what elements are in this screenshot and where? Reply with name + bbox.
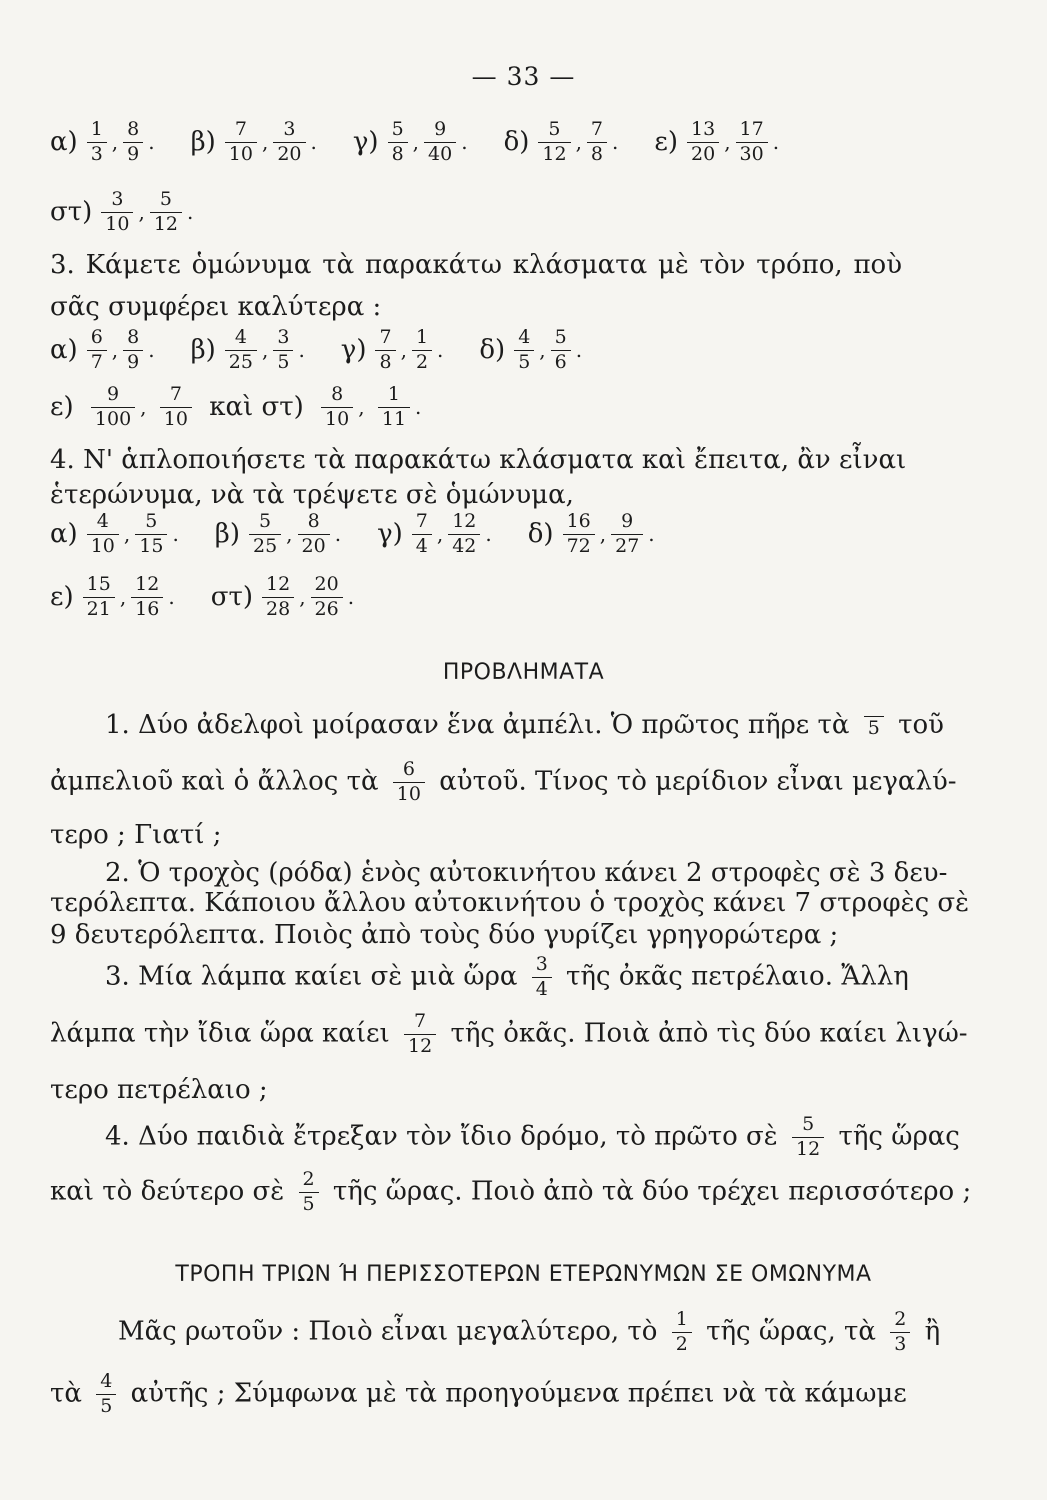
numerator: 12: [452, 510, 477, 532]
fraction: [687, 120, 719, 165]
denominator: 5: [864, 716, 884, 739]
problem-text: 1. Δύο ἀδελφοὶ μοίρασαν ἕνα ἀμπέλι. Ὁ πρῶτος πῆρε τὰ: [105, 710, 850, 740]
separator: .: [334, 522, 342, 547]
problem-text: τῆς ὀκᾶς πετρέλαιο. Ἄλλη: [566, 961, 909, 992]
numerator: 15: [86, 573, 111, 595]
numerator: 5: [391, 118, 404, 140]
separator: ,: [436, 522, 444, 547]
fraction: [298, 512, 330, 557]
denominator: 20: [273, 142, 305, 165]
separator: .: [168, 585, 175, 610]
denominator: 25: [225, 350, 257, 373]
denominator: 9: [123, 350, 143, 373]
denominator: 27: [611, 534, 643, 557]
exercise-item: [50, 575, 177, 620]
separator: ,: [400, 338, 407, 363]
item-label: δ): [479, 335, 506, 366]
item-label: α): [50, 127, 78, 158]
exercise-2-row-1: [50, 120, 987, 165]
exercise-4-line-1: 4. Ν' ἁπλοποιήσετε τὰ παρακάτω κλάσματα καὶ ἔπειτα, ἂν εἶναι: [50, 445, 907, 475]
paragraph-text: Μᾶς ρωτοῦν : Ποιὸ εἶναι μεγαλύτερο, τὸ: [118, 1316, 658, 1347]
item-label: δ): [527, 519, 554, 550]
fraction: [792, 1115, 824, 1160]
numerator: 6: [402, 758, 415, 780]
fraction: [83, 575, 115, 620]
separator: ,: [599, 522, 607, 547]
fraction: [225, 120, 257, 165]
fraction: [890, 1310, 910, 1355]
problem-text: αὐτοῦ. Τίνος τὸ μερίδιον εἶναι μεγαλύ-: [439, 766, 957, 797]
fraction: [404, 1012, 436, 1057]
problem-1-line-3: τερο ; Γιατί ;: [50, 820, 222, 850]
fraction: [532, 955, 552, 1000]
separator: ,: [539, 338, 546, 363]
problem-2-line-2: τερόλεπτα. Κάποιου ἄλλου αὐτοκινήτου ὁ τροχὸς κάνει 7 στροφὲς σὲ: [50, 888, 970, 918]
denominator: 15: [135, 534, 167, 557]
problem-2-line-3: 9 δευτερόλεπτα. Ποιὸς ἀπὸ τοὺς δύο γυρίζει γρηγορώτερα ;: [50, 920, 839, 950]
denominator: 12: [404, 1034, 436, 1057]
fraction: [123, 328, 143, 373]
denominator: 4: [412, 534, 432, 557]
problem-3-line-2: [50, 1010, 968, 1057]
numerator: 4: [518, 326, 531, 348]
item-label: β): [190, 127, 216, 158]
denominator: 25: [249, 534, 281, 557]
section-heading: ΤΡΟΠΗ ΤΡΙΩΝ Ή ΠΕΡΙΣΣΟΤΕΡΩΝ ΕΤΕΡΩΝΥΜΩΝ ΣΕ ΟΜΩΝΥΜΑ: [175, 1262, 872, 1287]
exercise-item: [377, 512, 494, 557]
fraction: [388, 120, 408, 165]
separator: .: [148, 338, 155, 363]
problem-text: λάμπα τὴν ἴδια ὥρα καίει: [50, 1018, 390, 1049]
fraction: [249, 512, 281, 557]
fraction: [375, 328, 395, 373]
numerator: 4: [100, 1370, 113, 1392]
denominator: 10: [101, 212, 133, 235]
exercise-item: [215, 512, 343, 557]
numerator: 7: [415, 510, 428, 532]
fraction: [131, 575, 163, 620]
fraction: [273, 328, 293, 373]
numerator: 3: [535, 953, 548, 975]
denominator: 10: [87, 534, 119, 557]
exercise-3-row-2: ε) $\frac{9}{100}$ , $\frac{7}{10}$ καὶ στ) $\frac{8}{10}$ , $\frac{1}{11}$ .: [50, 383, 422, 430]
exercise-item: [211, 575, 356, 620]
exercise-3-line-1: 3. Κάμετε ὁμώνυμα τὰ παρακάτω κλάσματα μὲ τὸν τρόπο, ποὺ: [50, 250, 902, 280]
denominator: 3: [87, 142, 107, 165]
separator: ,: [286, 522, 293, 547]
numerator: 1: [415, 326, 429, 348]
separator: .: [575, 338, 583, 363]
numerator: 1: [387, 383, 400, 405]
numerator: 12: [135, 573, 160, 595]
numerator: 2: [894, 1308, 907, 1330]
exercise-item: [191, 328, 307, 373]
problem-text: ἀμπελιοῦ καὶ ὁ ἄλλος τὰ: [50, 766, 379, 797]
denominator: 16: [131, 597, 163, 620]
problems-heading: ΠΡΟΒΛΗΜΑΤΑ: [442, 660, 605, 685]
denominator: 10: [393, 782, 425, 805]
problem-text: τῆς ὀκᾶς. Ποιὰ ἀπὸ τὶς δύο καίει λιγώ-: [450, 1018, 968, 1049]
item-label: γ): [340, 335, 367, 366]
fraction: [87, 512, 119, 557]
fraction: [864, 714, 884, 739]
separator: ,: [111, 338, 119, 363]
denominator: 5: [299, 1192, 319, 1215]
exercise-4-line-2: ἑτερώνυμα, νὰ τὰ τρέψετε σὲ ὁμώνυμα,: [50, 480, 574, 510]
separator: ,: [575, 130, 582, 155]
numerator: 8: [331, 383, 344, 405]
numerator: 4: [234, 326, 247, 348]
separator: .: [461, 130, 468, 155]
paragraph-text: αὐτῆς ; Σύμφωνα μὲ τὰ προηγούμενα πρέπει νὰ τὰ κάμωμε: [130, 1378, 907, 1409]
item-label: ε): [654, 127, 678, 158]
separator: .: [612, 130, 619, 155]
exercise-item: [654, 120, 781, 165]
separator: ,: [119, 585, 127, 610]
separator: ,: [724, 130, 731, 155]
separator: .: [298, 338, 305, 363]
denominator: 2: [672, 1332, 692, 1355]
problem-1-line-1: [105, 710, 944, 740]
numerator: 7: [414, 1010, 427, 1032]
item-label: γ): [377, 519, 403, 550]
numerator: 1: [675, 1308, 688, 1330]
numerator: 7: [169, 383, 182, 405]
numerator: 3: [277, 326, 290, 348]
item-label: στ): [210, 582, 253, 613]
separator: ,: [261, 130, 269, 155]
problem-3-line-3: τερο πετρέλαιο ;: [50, 1075, 268, 1105]
separator: .: [310, 130, 317, 155]
numerator: 2: [302, 1168, 315, 1190]
denominator: 20: [298, 534, 330, 557]
fraction: [101, 190, 133, 235]
separator: ,: [299, 585, 306, 610]
numerator: 17: [739, 118, 764, 140]
numerator: 5: [259, 510, 272, 532]
denominator: 6: [551, 350, 571, 373]
fraction: [424, 120, 456, 165]
fraction: [378, 385, 410, 430]
denominator: 2: [412, 350, 432, 373]
denominator: 72: [563, 534, 595, 557]
numerator: 1: [90, 118, 103, 140]
exercise-4-row-2: [50, 575, 987, 620]
denominator: 30: [736, 142, 768, 165]
numerator: 9: [621, 510, 634, 532]
problem-3-line-1: [105, 953, 909, 1000]
fraction: [538, 120, 570, 165]
numerator: 3: [283, 118, 296, 140]
fraction: [448, 512, 480, 557]
denominator: 10: [160, 407, 192, 430]
item-label: α): [50, 519, 78, 550]
problem-1-line-2: [50, 758, 957, 805]
problem-text: 3. Μία λάμπα καίει σὲ μιὰ ὥρα: [105, 961, 518, 992]
separator: ,: [123, 522, 131, 547]
denominator: 8: [375, 350, 395, 373]
denominator: 42: [448, 534, 480, 557]
item-label: ε): [50, 582, 74, 613]
problem-4-line-2: [50, 1168, 972, 1215]
numerator: 3: [111, 188, 124, 210]
fraction: [736, 120, 768, 165]
fraction: [412, 512, 432, 557]
problem-text: τῆς ὥρας. Ποιὸ ἀπὸ τὰ δύο τρέχει περισσότερο ;: [332, 1176, 972, 1207]
exercise-item: [341, 328, 446, 373]
fraction: [551, 328, 571, 373]
numerator: 5: [554, 326, 567, 348]
numerator: 5: [548, 118, 561, 140]
exercise-4-row-1: [50, 512, 987, 557]
numerator: 5: [159, 188, 172, 210]
exercise-2-row-2: [50, 190, 987, 235]
separator: ,: [111, 130, 119, 155]
paragraph-text: τὰ: [50, 1378, 82, 1409]
separator: .: [347, 585, 355, 610]
fraction: [135, 512, 167, 557]
exercise-item: [191, 120, 319, 165]
fraction: [311, 575, 343, 620]
numerator: 4: [96, 510, 109, 532]
denominator: 100: [91, 407, 135, 430]
numerator: 13: [691, 118, 716, 140]
exercise-item: [50, 328, 157, 373]
denominator: 11: [378, 407, 410, 430]
exercise-item: [50, 120, 157, 165]
problem-2-line-1: 2. Ὁ τροχὸς (ρόδα) ἑνὸς αὐτοκινήτου κάνει 2 στροφὲς σὲ 3 δευ-: [105, 858, 948, 888]
fraction: [123, 120, 143, 165]
numerator: 8: [127, 326, 140, 348]
denominator: 4: [532, 977, 552, 1000]
separator: ,: [138, 200, 145, 225]
fraction: [96, 1372, 116, 1417]
fraction: [91, 385, 135, 430]
denominator: 5: [273, 350, 293, 373]
exercise-3-row-1: [50, 328, 987, 373]
fraction: [87, 328, 107, 373]
separator: .: [148, 130, 155, 155]
connector-text: καὶ στ): [209, 392, 304, 423]
denominator: 12: [538, 142, 570, 165]
denominator: 5: [514, 350, 534, 373]
fraction: [225, 328, 257, 373]
fraction: [563, 512, 595, 557]
numerator: 7: [590, 118, 604, 140]
numerator: 9: [106, 383, 120, 405]
numerator: 7: [379, 326, 392, 348]
separator: .: [437, 338, 444, 363]
separator: ,: [412, 130, 420, 155]
exercise-item: [528, 512, 657, 557]
item-label: ε): [50, 392, 74, 423]
item-label: στ): [50, 197, 93, 228]
numerator: 12: [266, 573, 291, 595]
problem-text: 4. Δύο παιδιὰ ἔτρεξαν τὸν ἴδιο δρόμο, τὸ πρῶτο σὲ: [105, 1121, 778, 1152]
problem-text: καὶ τὸ δεύτερο σὲ: [50, 1176, 285, 1207]
numerator: 8: [127, 118, 140, 140]
fraction: [160, 385, 192, 430]
fraction: [393, 760, 425, 805]
page-number: — 33 —: [471, 62, 576, 91]
denominator: 12: [150, 212, 182, 235]
fraction: [262, 575, 294, 620]
denominator: 8: [587, 142, 607, 165]
item-label: β): [214, 519, 240, 550]
exercise-item: [479, 328, 584, 373]
fraction: [587, 120, 607, 165]
paragraph-line-1: [118, 1310, 987, 1355]
separator: .: [648, 522, 655, 547]
denominator: 20: [687, 142, 719, 165]
denominator: 5: [96, 1394, 116, 1417]
numerator: 7: [234, 118, 247, 140]
exercise-item: [353, 120, 470, 165]
numerator: 6: [90, 326, 103, 348]
denominator: 3: [890, 1332, 910, 1355]
item-label: δ): [503, 127, 530, 158]
denominator: 40: [424, 142, 456, 165]
denominator: 26: [311, 597, 343, 620]
problem-4-line-1: [105, 1113, 960, 1160]
denominator: 8: [388, 142, 408, 165]
fraction: [321, 385, 353, 430]
exercise-item: [50, 190, 195, 235]
denominator: 7: [87, 350, 107, 373]
fraction: [150, 190, 182, 235]
separator: ,: [261, 338, 269, 363]
paragraph-text: ἢ: [924, 1316, 941, 1347]
exercise-item: [504, 120, 621, 165]
denominator: 9: [123, 142, 143, 165]
denominator: 12: [792, 1137, 824, 1160]
problem-text: τοῦ: [898, 710, 944, 740]
separator: .: [485, 522, 492, 547]
fraction: [299, 1170, 319, 1215]
item-label: β): [190, 335, 216, 366]
separator: .: [772, 130, 780, 155]
exercise-item: [50, 512, 181, 557]
fraction: [611, 512, 643, 557]
separator: .: [172, 522, 179, 547]
fraction: [672, 1310, 692, 1355]
problem-text: τῆς ὥρας: [838, 1121, 960, 1152]
fraction: [273, 120, 305, 165]
numerator: 16: [566, 510, 591, 532]
denominator: 21: [83, 597, 115, 620]
fraction: [514, 328, 534, 373]
denominator: 10: [321, 407, 353, 430]
numerator: 8: [307, 510, 320, 532]
fraction: [412, 328, 432, 373]
paragraph-line-2: [50, 1372, 987, 1417]
denominator: 10: [225, 142, 257, 165]
item-label: α): [50, 335, 78, 366]
numerator: 5: [802, 1113, 815, 1135]
numerator: 5: [145, 510, 158, 532]
separator: .: [187, 200, 194, 225]
numerator: 9: [434, 118, 447, 140]
numerator: 20: [314, 573, 339, 595]
paragraph-text: τῆς ὥρας, τὰ: [706, 1316, 876, 1347]
exercise-3-line-2: σᾶς συμφέρει καλύτερα :: [50, 292, 382, 322]
item-label: γ): [352, 127, 379, 158]
fraction: [87, 120, 107, 165]
denominator: 28: [262, 597, 294, 620]
